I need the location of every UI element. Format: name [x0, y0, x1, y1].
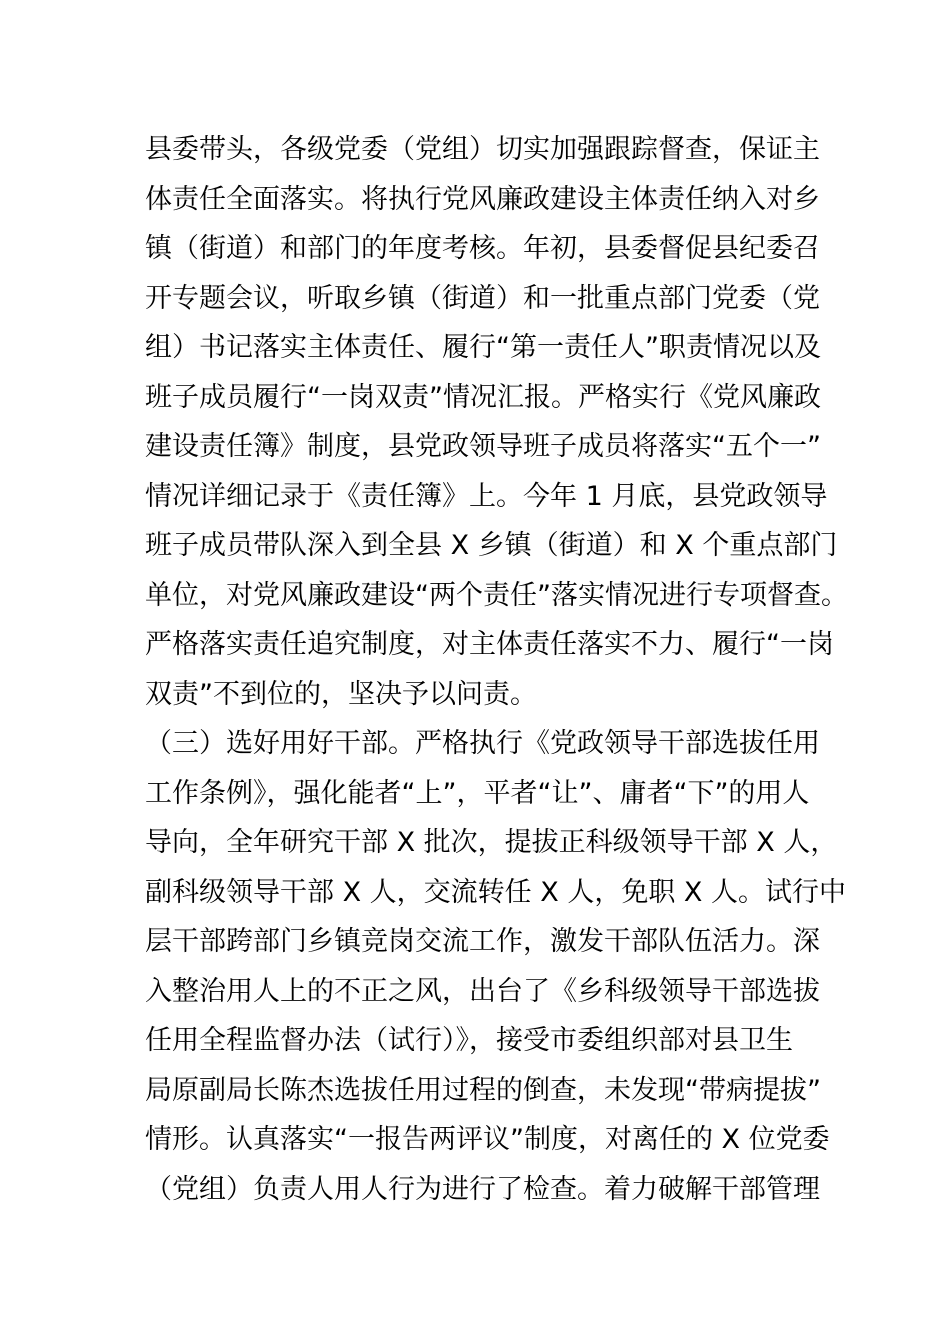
text-line: 班子成员履行“一岗双责”情况汇报。严格实行《党风廉政	[145, 381, 821, 413]
text-line: 严格落实责任追究制度，对主体责任落实不力、履行“一岗	[145, 629, 834, 660]
text-line: 镇（街道）和部门的年度考核。年初，县委督促县纪委召	[145, 233, 820, 264]
text-line: 体责任全面落实。将执行党风廉政建设主体责任纳入对乡	[145, 183, 820, 215]
text-line: 单位，对党风廉政建设“两个责任”落实情况进行专项督查。	[145, 579, 848, 611]
text-line: 工作条例》，强化能者“上”，平者“让”、庸者“下”的用人	[145, 777, 810, 809]
text-line: （党组）负责人用人行为进行了检查。着力破解干部管理	[145, 1173, 820, 1205]
text-line: 入整治用人上的不正之风，出台了《乡科级领导干部选拔	[145, 975, 820, 1007]
section-heading-line: （三）选好用好干部。严格执行《党政领导干部选拔任用	[145, 728, 820, 759]
text-line: 开专题会议，听取乡镇（街道）和一批重点部门党委（党	[145, 282, 820, 314]
text-line: 任用全程监督办法（试行）》，接受市委组织部对县卫生	[145, 1025, 793, 1056]
text-line: 班子成员带队深入到全县 X 乡镇（街道）和 X 个重点部门	[145, 530, 838, 561]
body-text	[145, 125, 848, 1214]
text-line: 情况详细记录于《责任簿》上。今年 1 月底，县党政领导	[145, 480, 828, 512]
text-line: 情形。认真落实“一报告两评议”制度，对离任的 X 位党委	[145, 1124, 830, 1155]
text-line: 县委带头，各级党委（党组）切实加强跟踪督查，保证主	[145, 134, 820, 165]
text-line: 副科级领导干部 X 人，交流转任 X 人，免职 X 人。试行中	[145, 876, 846, 908]
text-line: 层干部跨部门乡镇竞岗交流工作，激发干部队伍活力。深	[145, 926, 820, 957]
text-line: 建设责任簿》制度，县党政领导班子成员将落实“五个一”	[145, 431, 821, 462]
text-line: 局原副局长陈杰选拔任用过程的倒查，未发现“带病提拔”	[145, 1074, 821, 1106]
text-line: 组）书记落实主体责任、履行“第一责任人”职责情况以及	[145, 332, 821, 363]
text-line: 导向，全年研究干部 X 批次，提拔正科级领导干部 X 人，	[145, 827, 838, 858]
text-line: 双责”不到位的，坚决予以问责。	[145, 678, 537, 710]
